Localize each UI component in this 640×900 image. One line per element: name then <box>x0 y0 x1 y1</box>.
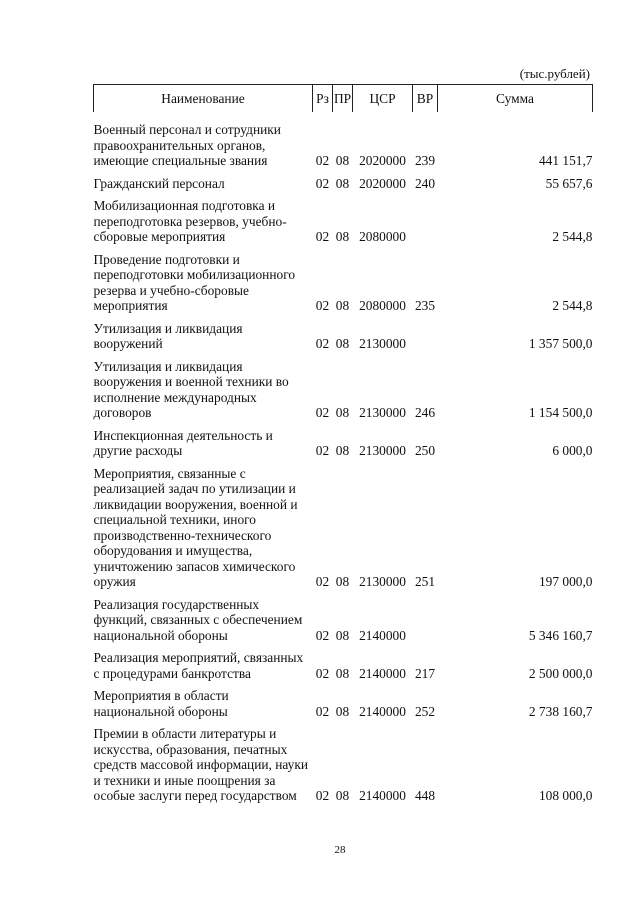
row-pr: 08 <box>335 153 350 168</box>
header-name: Наименование <box>94 85 313 118</box>
table-row <box>94 723 593 804</box>
row-sum: 55 657,6 <box>545 175 593 191</box>
row-sum: 1 154 500,0 <box>528 405 593 420</box>
row-csr: 2130000 <box>359 336 406 351</box>
header-sum: Сумма <box>438 85 593 118</box>
row-name: Реализация государственных функций, связанных с обеспечением национальной обороны <box>93 596 303 643</box>
row-rz: 02 <box>315 665 330 681</box>
table-row <box>94 195 593 249</box>
table-row <box>94 462 593 593</box>
header-csr: ЦСР <box>353 85 413 118</box>
row-vr: 251 <box>414 574 436 589</box>
table-row <box>94 355 593 424</box>
row-vr: 246 <box>414 405 436 420</box>
table-row <box>94 424 593 462</box>
row-vr: 239 <box>414 153 436 168</box>
row-sum: 2 544,8 <box>552 298 593 313</box>
header-pr: ПР <box>333 85 353 118</box>
row-sum: 1 357 500,0 <box>528 336 593 351</box>
row-name: Проведение подготовки и переподготовки мобилизационного резерва и учебно-сборовые мероприятия <box>93 251 296 313</box>
row-vr: 235 <box>414 298 436 313</box>
row-pr: 08 <box>335 665 350 681</box>
row-pr: 08 <box>335 703 350 719</box>
row-vr: 217 <box>414 665 436 681</box>
row-sum: 197 000,0 <box>538 574 593 589</box>
row-sum: 441 151,7 <box>538 153 593 168</box>
row-pr: 08 <box>335 627 350 643</box>
row-name: Мобилизационная подготовка и переподготовка резервов, учебно-сборовые мероприятия <box>93 198 287 244</box>
row-name: Инспекционная деятельность и другие расходы <box>93 427 273 458</box>
row-csr: 2020000 <box>359 153 406 168</box>
header-row <box>94 85 593 118</box>
row-sum: 2 500 000,0 <box>528 665 593 681</box>
units-note: (тыс.рублей) <box>519 66 590 81</box>
row-vr <box>413 593 438 647</box>
row-name: Мероприятия, связанные с реализацией задач по утилизации и ликвидации вооружения, военной и специальной техники, иного производственно-технического оборудования и имущества, уничтожению запасов химического оружия <box>93 465 298 589</box>
row-pr: 08 <box>335 443 350 458</box>
row-name: Утилизация и ликвидация вооружения и военной техники во исполнение международных договоров <box>93 358 289 420</box>
row-name: Утилизация и ликвидация вооружений <box>93 320 243 351</box>
row-pr: 08 <box>335 574 350 589</box>
row-vr: 250 <box>414 443 436 458</box>
table-row <box>94 647 593 685</box>
row-rz: 02 <box>315 298 330 313</box>
row-csr: 2080000 <box>359 229 406 244</box>
row-csr: 2140000 <box>359 627 406 643</box>
row-sum: 108 000,0 <box>538 788 593 803</box>
table-row <box>94 317 593 355</box>
row-name: Гражданский персонал <box>93 175 225 191</box>
row-name: Реализация мероприятий, связанных с процедурами банкротства <box>93 650 304 681</box>
table-row <box>94 685 593 723</box>
row-rz: 02 <box>315 336 330 351</box>
row-rz: 02 <box>315 788 330 803</box>
row-rz: 02 <box>315 574 330 589</box>
row-csr: 2020000 <box>359 175 406 191</box>
row-name: Военный персонал и сотрудники правоохранительных органов, имеющие специальные звания <box>93 122 281 168</box>
row-vr <box>413 317 438 355</box>
header-rz: Рз <box>313 85 333 118</box>
row-rz: 02 <box>315 153 330 168</box>
table-row <box>94 117 593 172</box>
row-vr: 448 <box>414 788 436 803</box>
table-header <box>94 85 593 118</box>
row-sum: 2 544,8 <box>552 229 593 244</box>
table-row <box>94 248 593 317</box>
row-csr: 2130000 <box>359 443 406 458</box>
row-rz: 02 <box>315 405 330 420</box>
row-rz: 02 <box>315 443 330 458</box>
row-csr: 2130000 <box>359 405 406 420</box>
row-csr: 2130000 <box>359 574 406 589</box>
header-vr: ВР <box>413 85 438 118</box>
table-row <box>94 593 593 647</box>
row-pr: 08 <box>335 788 350 803</box>
row-sum: 5 346 160,7 <box>528 627 593 643</box>
row-rz: 02 <box>315 229 330 244</box>
table-body <box>94 117 593 804</box>
budget-table <box>93 84 593 804</box>
row-name: Премии в области литературы и искусства, образования, печатных средств массовой информации, науки и техники и иные поощрения за особые заслуги перед государством <box>93 726 309 803</box>
row-csr: 2140000 <box>359 788 406 803</box>
row-csr: 2140000 <box>359 703 406 719</box>
row-rz: 02 <box>315 703 330 719</box>
row-pr: 08 <box>335 405 350 420</box>
table-row <box>94 172 593 195</box>
row-vr: 240 <box>414 175 436 191</box>
row-rz: 02 <box>315 175 330 191</box>
row-vr <box>413 195 438 249</box>
row-sum: 6 000,0 <box>552 443 593 458</box>
row-pr: 08 <box>335 229 350 244</box>
row-rz: 02 <box>315 627 330 643</box>
row-vr: 252 <box>414 703 436 719</box>
row-pr: 08 <box>335 336 350 351</box>
row-pr: 08 <box>335 175 350 191</box>
row-csr: 2080000 <box>359 298 406 313</box>
row-name: Мероприятия в области национальной обороны <box>93 688 229 719</box>
row-sum: 2 738 160,7 <box>528 703 593 719</box>
row-pr: 08 <box>335 298 350 313</box>
page-number: 28 <box>334 844 346 856</box>
row-csr: 2140000 <box>359 665 406 681</box>
